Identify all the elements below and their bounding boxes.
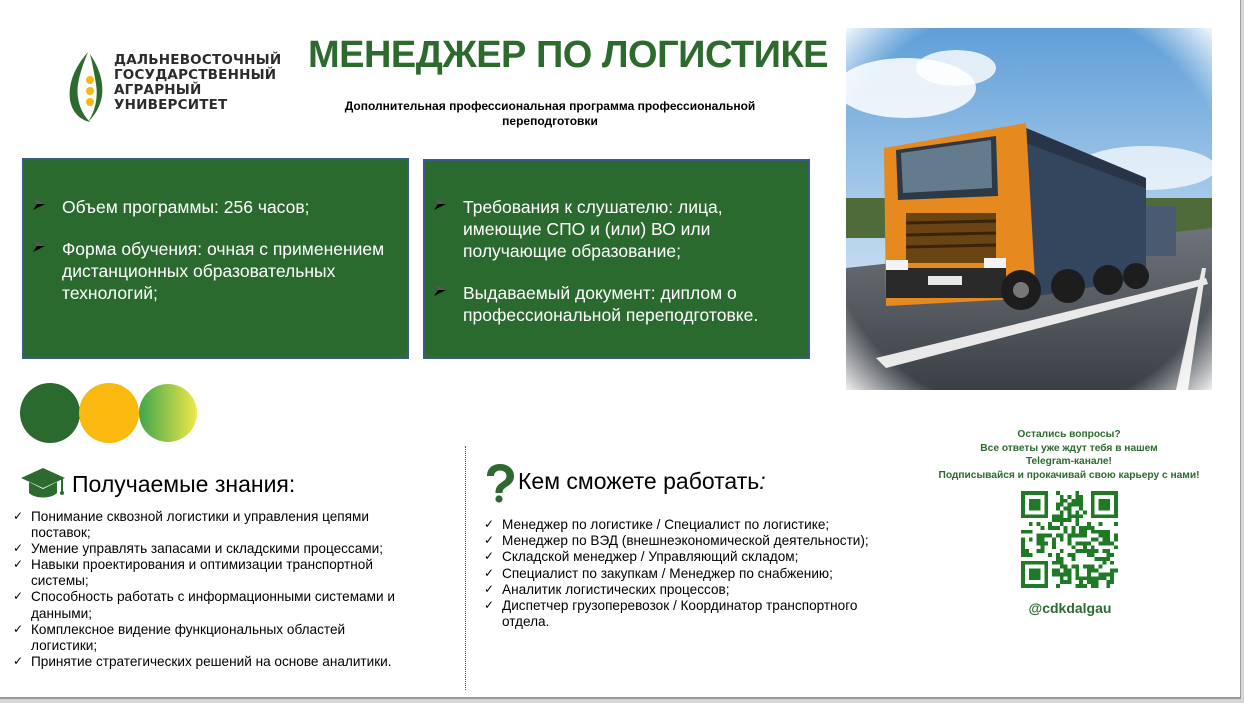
list-item: [13, 541, 398, 557]
telegram-promo-line: Все ответы уже ждут тебя в нашем: [980, 442, 1158, 454]
list-item: [484, 549, 894, 565]
program-subtitle: Дополнительная профессиональная программа профессиональной переподготовки: [344, 99, 756, 128]
arrow-bullet-icon: [32, 239, 46, 253]
list-item-text: Понимание сквозной логистики и управления цепями поставок;: [31, 509, 369, 541]
university-name-line: ГОСУДАРСТВЕННЫЙ: [114, 67, 277, 83]
telegram-qr-code[interactable]: [1021, 491, 1118, 588]
info-item: [425, 196, 798, 262]
check-icon: ✓: [484, 565, 495, 580]
list-item: [484, 566, 894, 582]
question-mark-icon: [482, 463, 518, 503]
telegram-promo: [928, 428, 1210, 483]
decor-circle-yellow: [79, 383, 139, 443]
decor-circle-gradient: [139, 384, 197, 442]
check-icon: ✓: [484, 598, 495, 613]
check-icon: ✓: [13, 509, 24, 523]
list-item: [13, 654, 398, 670]
check-icon: ✓: [13, 621, 24, 636]
arrow-bullet-icon: [32, 197, 46, 211]
knowledge-heading: Получаемые знания:: [72, 471, 296, 497]
jobs-heading-colon: :: [759, 468, 766, 494]
university-name-line: ДАЛЬНЕВОСТОЧНЫЙ: [114, 52, 282, 68]
check-icon: ✓: [13, 557, 24, 572]
graduation-cap-icon: [20, 466, 66, 502]
check-icon: ✓: [484, 533, 495, 548]
check-icon: ✓: [484, 549, 495, 564]
list-item: [13, 557, 398, 589]
info-item: [24, 238, 397, 304]
list-item: [13, 622, 398, 654]
info-item: [425, 282, 798, 326]
program-info-box: [22, 158, 409, 359]
jobs-list: [484, 517, 894, 630]
info-item-text: Форма обучения: очная с применением дистанционных образовательных технологий;: [62, 239, 385, 303]
list-item: [484, 598, 894, 630]
university-logo: [66, 50, 286, 126]
info-item: [24, 196, 397, 218]
info-item-text: Объем программы: 256 часов;: [62, 197, 310, 217]
list-item-text: Диспетчер грузоперевозок / Координатор транспортного отдела.: [502, 598, 858, 630]
page-title: МЕНЕДЖЕР ПО ЛОГИСТИКЕ: [307, 34, 828, 76]
list-item-text: Менеджер по логистике / Специалист по логистике;: [502, 517, 830, 532]
check-icon: ✓: [13, 541, 24, 556]
telegram-handle[interactable]: @cdkdalgau: [1028, 600, 1112, 616]
university-name: [114, 53, 294, 113]
list-item-text: Принятие стратегических решений на основе аналитики.: [31, 653, 392, 669]
check-icon: ✓: [484, 517, 495, 531]
telegram-promo-line: Подписывайся и прокачивай свою карьеру с нами!: [938, 470, 1200, 482]
info-item-text: Выдаваемый документ: диплом о профессиональной переподготовке.: [463, 283, 759, 325]
list-item-text: Умение управлять запасами и складскими процессами;: [31, 541, 384, 557]
list-item-text: Аналитик логистических процессов;: [502, 581, 730, 597]
requirements-box: [423, 159, 810, 359]
list-item: [13, 589, 398, 621]
telegram-promo-line: Telegram-канале!: [1026, 456, 1112, 468]
jobs-heading-text: Кем сможете работать: [518, 468, 760, 494]
university-name-line: УНИВЕРСИТЕТ: [114, 97, 228, 113]
list-item: [484, 533, 894, 549]
list-item: [13, 509, 398, 541]
list-item-text: Способность работать с информационными системами и данными;: [31, 589, 395, 621]
decor-circle-green: [20, 383, 80, 443]
university-name-line: АГРАРНЫЙ: [114, 82, 202, 98]
list-item-text: Менеджер по ВЭД (внешнеэкономической деятельности);: [502, 533, 869, 549]
telegram-promo-line: Остались вопросы?: [1017, 429, 1121, 440]
section-divider: [465, 446, 466, 690]
list-item-text: Комплексное видение функциональных областей логистики;: [31, 621, 346, 653]
list-item-text: Специалист по закупкам / Менеджер по снабжению;: [502, 565, 833, 581]
arrow-bullet-icon: [433, 283, 447, 297]
check-icon: ✓: [13, 653, 24, 668]
check-icon: ✓: [13, 589, 24, 604]
info-item-text: Требования к слушателю: лица, имеющие СПО и (или) ВО или получающие образование;: [463, 197, 723, 261]
arrow-bullet-icon: [433, 197, 447, 211]
leaf-logo-icon: [66, 50, 110, 126]
truck-photo: [846, 28, 1212, 390]
check-icon: ✓: [484, 581, 495, 596]
list-item-text: Навыки проектирования и оптимизации транспортной системы;: [31, 557, 373, 589]
list-item: [484, 517, 894, 533]
list-item: [484, 582, 894, 598]
jobs-heading: [518, 468, 766, 495]
list-item-text: Складской менеджер / Управляющий складом;: [502, 549, 799, 565]
knowledge-list: [13, 509, 398, 670]
